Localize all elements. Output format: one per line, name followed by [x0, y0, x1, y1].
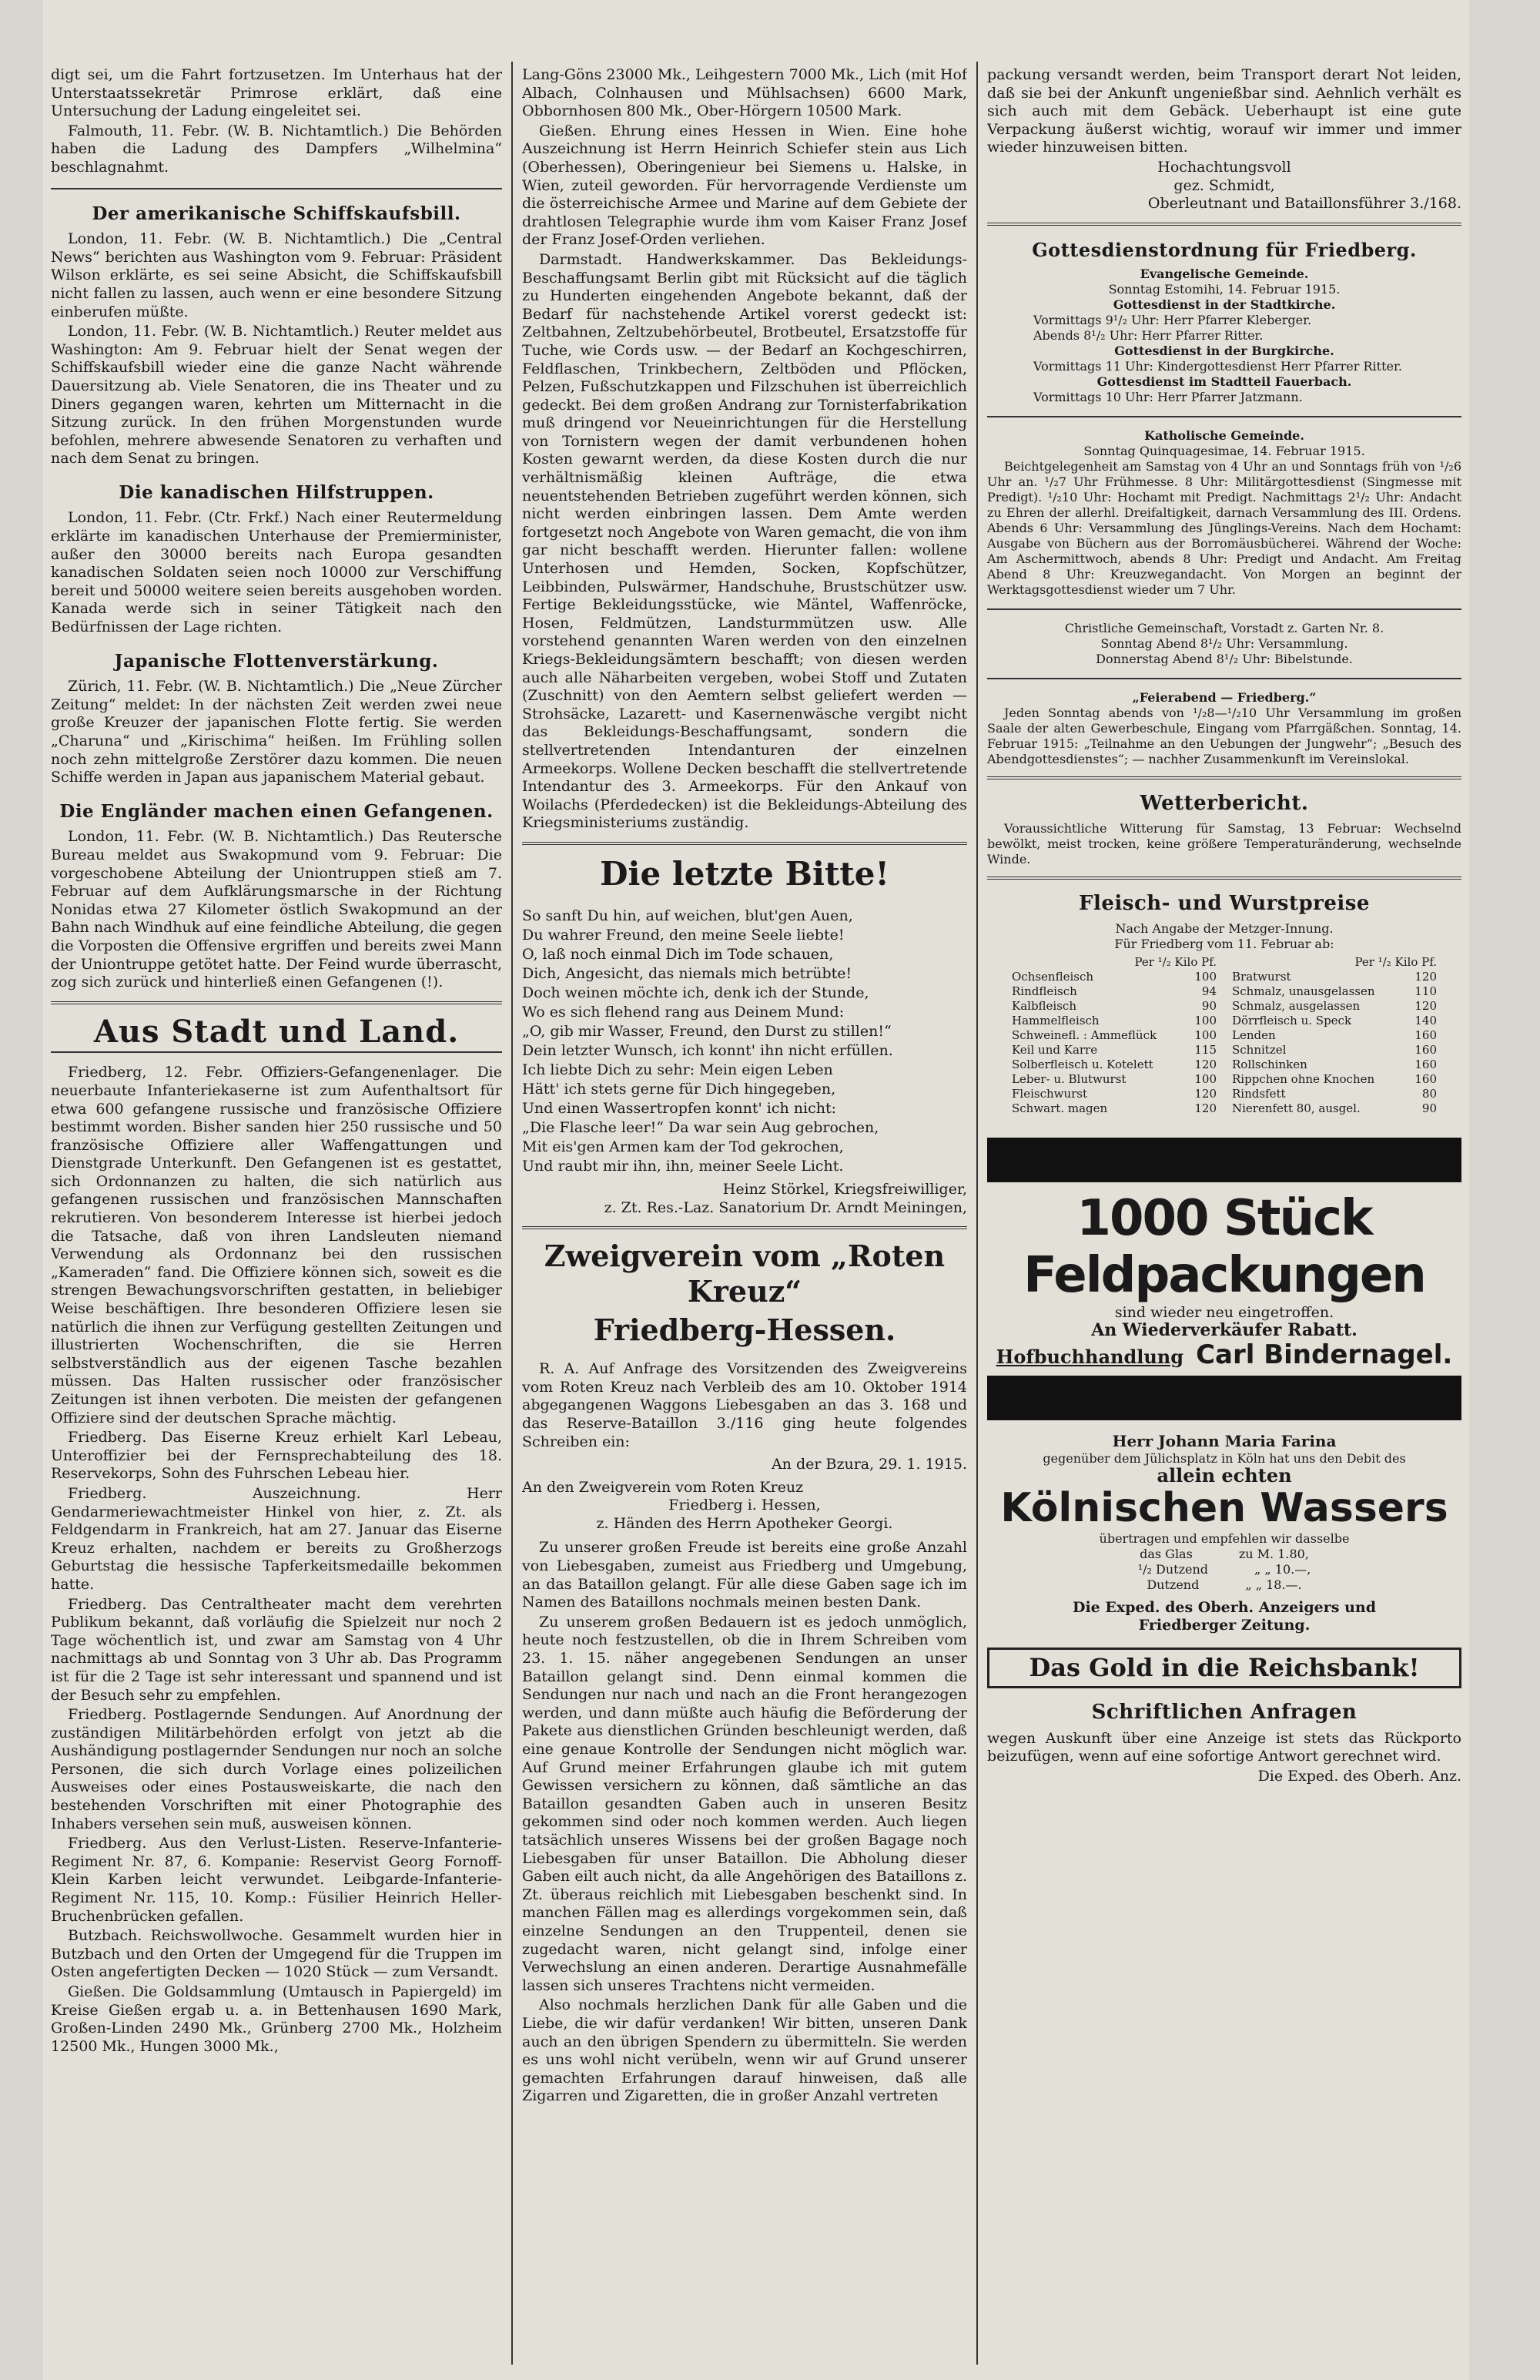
price-table-right: [1230, 955, 1438, 1116]
price-item: Dörrfleisch u. Speck: [1232, 1013, 1352, 1027]
divider: [987, 678, 1461, 679]
ev-date: Sonntag Estomihi, 14. Februar 1915.: [1108, 282, 1341, 297]
price-value: 115: [1194, 1042, 1217, 1057]
price-item: Schmalz, unausgelassen: [1232, 984, 1375, 998]
ad2-line: Friedberger Zeitung.: [1138, 1617, 1311, 1634]
heading-preise: Fleisch- und Wurstpreise: [1079, 891, 1370, 915]
price-row: [1010, 999, 1218, 1014]
price-item: Schnitzel: [1232, 1042, 1287, 1057]
ev-stadtkirche: Gottesdienst in der Stadtkirche.: [1113, 297, 1336, 313]
divider: [51, 188, 502, 189]
gold-banner: Das Gold in die Reichsbank!: [987, 1648, 1461, 1689]
ad2-line: gegenüber dem Jülichsplatz in Köln hat uns den Debit des: [1043, 1450, 1406, 1466]
letter-paragraph: packung versandt werden, beim Transport derart Not leiden, daß sie bei der Ankunft ungenießbar sind. Aehnlich verhält es sich auch mit dem Gebäck. Ueberhaupt ist eine gute Verpackung äußerst wichtig, worauf wir immer und immer wieder hinzuweisen bitten.: [987, 66, 1461, 156]
heading-flottenverstaerkung: Japanische Flottenverstärkung.: [114, 650, 439, 672]
intro-paragraph: digt sei, um die Fahrt fortzusetzen. Im Unterhaus hat der Unterstaatssekretär Primrose erklärt, daß eine Untersuchung der Ladung eingeleitet sei.: [51, 66, 502, 120]
price-row: [1010, 1014, 1218, 1028]
price-value: 160: [1414, 1027, 1437, 1042]
divider: [987, 877, 1461, 880]
price-row: [1230, 1058, 1438, 1072]
poem-line: Und raubt mir ihn, ihn, meiner Seele Licht.: [522, 1157, 844, 1175]
falmouth-paragraph: Falmouth, 11. Febr. (W. B. Nichtamtlich.) Die Behörden haben die Ladung des Dampfers „Wilhelmina“ beschlagnahmt.: [51, 122, 502, 176]
poem-line: Doch weinen möchte ich, denk ich der Stunde,: [522, 984, 869, 1001]
article-paragraph: Lang-Göns 23000 Mk., Leihgestern 7000 Mk., Lich (mit Hof Albach, Colnhausen und Mühlsachsen) 6600 Mark, Obbornhosen 800 Mk., Ober-Hörgern 10500 Mark.: [522, 66, 967, 120]
local-news-paragraph: Friedberg. Das Eiserne Kreuz erhielt Karl Lebeau, Unteroffizier bei der Fernsprechabteilung des 18. Reservekorps, Sohn des Fuhrschen Lebeau hier.: [51, 1429, 502, 1483]
ad-shop-name: Carl Bindernagel.: [1196, 1339, 1453, 1370]
price-value: 120: [1414, 998, 1437, 1013]
divider: [522, 842, 967, 845]
price-row: [1230, 970, 1438, 984]
price-value: 110: [1414, 984, 1437, 998]
price-head: Per ¹/₂ Kilo Pf.: [1354, 954, 1437, 969]
ad2-line: übertragen und empfehlen wir dasselbe: [1099, 1530, 1350, 1546]
ev-burgkirche: Gottesdienst in der Burgkirche.: [1114, 344, 1334, 359]
article-paragraph: London, 11. Febr. (W. B. Nichtamtlich.) Reuter meldet aus Washington: Am 9. Februar hielt der Senat wegen der Schiffskaufsbill wieder eine die ganze Nacht währende Dauersitzung ab. Viele Senatoren, die ins Theater und zu Diners gegangen waren, kehrten um Mitternacht in die Sitzung zurück. In den frühen Morgenstunden wurde befohlen, mehrere abwesende Senatoren zu verhaften und nach dem Senat zu bringen.: [51, 323, 502, 468]
letter-signature: gez. Schmidt,: [1173, 176, 1275, 194]
ev-line: Vormittags 9¹/₂ Uhr: Herr Pfarrer Kleberger.: [1033, 313, 1312, 328]
ad-black-bar: [987, 1138, 1461, 1182]
poem-line: Wo es sich flehend rang aus Deinem Mund:: [522, 1003, 845, 1021]
letter-paragraph: Zu unserem großen Bedauern ist es jedoch unmöglich, heute noch festzustellen, ob die in Ihrem Schreiben vom 23. 1. 15. näher angegebenen Sendungen an unser Bataillon gelangt sind. Denn einmal kommen die Sendungen nur nach und nach an die Front herangezogen werden, und dann müßte auch häufig die Beförderung der Pakete aus dienstlichen Gründen beschleunigt werden, daß eine genaue Kontrolle der Sendungen nicht möglich war. Auf Grund meiner Erfahrungen glaube ich mit gutem Gewissen versichern zu können, daß sämtliche an das Bataillon gesandten Gaben auch in unseren Besitz gekommen sind oder noch kommen werden. Auch liegen tatsächlich unseres Wissens bei der großen Bagage noch Liebesgaben für unser Bataillon. Die Abholung dieser Gaben eilt auch nicht, da alle Angehörigen des Bataillons z. Zt. überaus reichlich mit Liebesgaben beschenkt sind. In manchen Fällen mag es allerdings vorgekommen sein, daß einzelne Sendungen an den Truppenteil, denen sie zugedacht waren, nicht gelangt sind, infolge einer Verwechslung an einen anderen. Derartige Ausnahmefälle lassen sich unseres Trachtens nicht vermeiden.: [522, 1613, 967, 1994]
price-row: [1230, 1014, 1438, 1028]
price-value: 120: [1194, 1057, 1217, 1071]
newspaper-page: [43, 0, 1469, 2380]
price-row: [1010, 984, 1218, 999]
article-paragraph: Darmstadt. Handwerkskammer. Das Bekleidungs-Beschaffungsamt Berlin gibt mit Rücksicht auf die täglich zu Hunderten eingehenden Angebote bekannt, daß der Bedarf für nachstehende Artikel vorerst gedeckt ist: Zeltbahnen, Zeltzubehörbeutel, Brotbeutel, Ersatzstoffe für Tuche, wie Cords usw. — der Bedarf an Kochgeschirren, Feldflaschen, Trinkbechern, Zeltböden und Pflöcken, Pelzen, Fußschutzkappen und Filzschuhen ist überreichlich gedeckt. Bei dem großen Andrang zur Tornisterfabrikation muß dringend vor Neueinrichtungen für die Herstellung von Tornistern wegen der damit verbundenen hohen Kosten gewarnt werden, da diese Kosten durch die nur verhältnismäßig kleinen Aufträge, die etwa neuentstehenden Betrieben zugeführt werden können, sich nicht werden einbringen lassen. Dem Amte werden fortgesetzt noch Angebote von Waren gemacht, die von ihm gar nicht beschafft werden. Hierunter fallen: wollene Unterhosen und Hemden, Socken, Kopfschützer, Leibbinden, Pulswärmer, Handschuhe, Brustschützer usw. Fertige Bekleidungsstücke, wie Mäntel, Waffenröcke, Hosen, Feldmützen, Landsturmmützen usw. Alle vorstehend genannten Waren werden von den einzelnen Kriegs-Bekleidungsämtern beschafft; von diesen werden auch alle Näharbeiten vergeben, wobei Stoff und Zutaten (Zuschnitt) von den Aemtern selbst geliefert werden — Strohsäcke, Lazarett- und Kasernenwäsche vergibt nicht das Bekleidungs-Beschaffungsamt, sondern die stellvertretenden Intendanturen der einzelnen Armeekorps. Wollene Decken beschafft die stellvertretende Intendantur des 3. Armeekorps. Für den Ankauf von Woilachs (Pferdedecken) ist die Bekleidungs-Abteilung des Kriegsministeriums zuständig.: [522, 250, 967, 832]
ad2-line: Herr Johann Maria Farina: [1112, 1432, 1337, 1451]
local-news-paragraph: Friedberg, 12. Febr. Offiziers-Gefangenenlager. Die neuerbaute Infanteriekaserne ist zum Aufenthaltsort für etwa 600 gefangene russische und französische Offiziere bestimmt worden. Bisher sanden hier 250 russische und 50 französische Offiziere aller Waffengattungen und Dienstgrade Unterkunft. Den Gefangenen ist es gestattet, sich Ordonnanzen zu halten, die sich natürlich aus gefangenen russischen und französischen Mannschaften rekrutieren. Von besonderem Interesse ist hierbei jedoch die Tatsache, daß von ihren Landsleuten niemand Verwendung als Ordonnanz bei den russischen „Kameraden“ fand. Die Offiziere können sich, soweit es die strengen Bewachungsvorschriften gestatten, in beliebiger Weise beschäftigen. Ihre besonderen Offiziere lesen sie natürlich die ihnen zur Verfügung gestellten Zeitungen und illustrierten Wochenschriften, die sie Herren selbstverständlich aus der eigenen Tasche bezahlen müssen. Das Halten russischer oder französischer Zeitungen ist ihnen verboten. Die meisten der gefangenen Offiziere sind der deutschen Sprache mächtig.: [51, 1064, 502, 1426]
divider: [522, 1226, 967, 1229]
poem-line: „Die Flasche leer!“ Da war sein Aug gebrochen,: [522, 1118, 879, 1136]
ad2-title: Kölnischen Wassers: [1000, 1484, 1448, 1531]
price-value: 160: [1414, 1042, 1437, 1057]
letter-address-1: An den Zweigverein vom Roten Kreuz: [522, 1478, 804, 1496]
local-news-paragraph: Friedberg. Aus den Verlust-Listen. Reserve-Infanterie-Regiment Nr. 87, 6. Kompanie: Reservist Georg Fornoff-Klein Karben leicht verwundet. Leibgarde-Infanterie-Regiment Nr. 115, 10. Komp.: Füsilier Heinrich Heller-Bruchenbrücken gefallen.: [51, 1835, 502, 1925]
price-item: Hammelfleisch: [1012, 1013, 1100, 1027]
price-value: 80: [1421, 1086, 1437, 1101]
heading-wetterbericht: Wetterbericht.: [1140, 792, 1309, 816]
price-value: 120: [1194, 1086, 1217, 1101]
price-row: [1010, 1028, 1218, 1043]
christ-title: Christliche Gemeinschaft, Vorstadt z. Garten Nr. 8.: [1064, 621, 1384, 636]
column-1: [51, 66, 502, 2369]
poem-line: Ich liebte Dich zu sehr: Mein eigen Leben: [522, 1061, 833, 1078]
local-news-paragraph: Butzbach. Reichswollwoche. Gesammelt wurden hier in Butzbach und den Orten der Umgegend für die Truppen im Osten angefertigten Decken — 1020 Stück — zum Versandt.: [51, 1927, 502, 1981]
schrift-text: wegen Auskunft über eine Anzeige ist stets das Rückporto beizufügen, wenn auf eine sofortige Antwort gerechnet wird.: [987, 1729, 1461, 1765]
ad-line: sind wieder neu eingetroffen.: [1114, 1303, 1334, 1321]
kath-date: Sonntag Quinquagesimae, 14. Februar 1915.: [1083, 444, 1365, 459]
poem-line: Hätt' ich stets gerne für Dich hingegeben,: [522, 1080, 836, 1098]
price-row: [1010, 1072, 1218, 1087]
price-row: [1230, 1101, 1438, 1116]
local-news-paragraph: Friedberg. Das Centraltheater macht dem verehrten Publikum bekannt, daß vorläufig die Spielzeit nur noch 2 Tage wöchentlich ist, und zwar am Samstag von 4 Uhr nachmittags ab und Sonntag von 3 Uhr ab. Das Programm ist für die 2 Tage ist sehr interessant und spannend und ist der Besuch sehr zu empfehlen.: [51, 1595, 502, 1704]
price-value: 90: [1421, 1101, 1437, 1115]
price-value: 140: [1414, 1013, 1437, 1027]
divider: [987, 223, 1461, 226]
wetter-text: Voraussichtliche Witterung für Samstag, 13 Februar: Wechselnd bewölkt, meist trocken, keine größere Temperaturänderung, wechselnde Winde.: [987, 820, 1461, 867]
letter-address-2: Friedberg i. Hessen,: [668, 1497, 821, 1514]
price-item: Ochsenfleisch: [1012, 969, 1094, 984]
heading-gefangenen: Die Engländer machen einen Gefangenen.: [59, 800, 494, 822]
kath-text: Beichtgelegenheit am Samstag von 4 Uhr an und Sonntags früh von ¹/₂6 Uhr an. ¹/₂7 Uhr Frühmesse. 8 Uhr: Militärgottesdienst (Singmesse mit Predigt). ¹/₂10 Uhr: Hochamt mit Predigt. Nachmittags 2¹/₂ Uhr: Andacht zu Ehren der allerhl. Dreifaltigkeit, darnach Versammlung des III. Ordens. Abends 6 Uhr: Versammlung des Jünglings-Vereins. Nach dem Hochamt: Ausgabe von Büchern aus der Borromäusbücherei. Während der Woche: Am Aschermittwoch, abends 8 Uhr: Predigt und Andacht. Am Freitag Abend 8 Uhr: Kreuzwegandacht. Von Morgen an beginnt der Werktagsgottesdienst wieder um 7 Uhr.: [987, 459, 1461, 598]
ad2-price: Dutzend „ „ 18.—.: [1147, 1577, 1302, 1592]
poem-line: „O, gib mir Wasser, Freund, den Durst zu stillen!“: [522, 1022, 892, 1040]
price-row: [1230, 1043, 1438, 1058]
ad-line: An Wiederverkäufer Rabatt.: [1091, 1320, 1358, 1341]
price-row: [1230, 1072, 1438, 1087]
price-tables: [1010, 955, 1438, 1116]
article-paragraph: London, 11. Febr. (Ctr. Frkf.) Nach einer Reutermeldung erklärte im kanadischen Unterhause der Premierminister, außer den 30000 bereits nach Europa gesandten kanadischen Soldaten seien noch 10000 zur Verschiffung bereit und 50000 weitere seien bereits ausgehoben worden. Kanada werde sich in seiner Tätigkeit nach den Bedürfnissen der Lage richten.: [51, 509, 502, 636]
red-cross-subtitle: Friedberg-Hessen.: [593, 1312, 896, 1348]
christ-line: Sonntag Abend 8¹/₂ Uhr: Versammlung.: [1100, 636, 1348, 652]
poem-author: Heinz Störkel, Kriegsfreiwilliger,: [722, 1180, 967, 1198]
poem-line: O, laß noch einmal Dich im Tode schauen,: [522, 945, 834, 963]
price-table-left: [1010, 955, 1218, 1116]
price-row: [1010, 1043, 1218, 1058]
price-item: Leber- u. Blutwurst: [1012, 1071, 1127, 1086]
ad-shop-type: Hofbuchhandlung: [996, 1345, 1184, 1368]
price-row: [1010, 1101, 1218, 1116]
kath-title: Katholische Gemeinde.: [1144, 428, 1304, 444]
price-item: Solberfleisch u. Kotelett: [1012, 1057, 1153, 1071]
price-item: Rippchen ohne Knochen: [1232, 1071, 1375, 1086]
price-item: Bratwurst: [1232, 969, 1291, 984]
price-row: [1010, 970, 1218, 984]
price-head: Per ¹/₂ Kilo Pf.: [1134, 954, 1217, 969]
ev-line: Vormittags 11 Uhr: Kindergottesdienst Herr Pfarrer Ritter.: [1033, 359, 1402, 374]
price-item: Rindsfett: [1232, 1086, 1286, 1101]
local-news-paragraph: Friedberg. Postlagernde Sendungen. Auf Anordnung der zuständigen Militärbehörden erfolgt von jetzt ab die Aushändigung postlagernder Sendungen nur noch an solche Personen, die sich durch Vorlage eines polizeilichen Ausweises oder eines Postausweiskarte, die nach den bestehenden Vorschriften mit einer Photographie des Inhabers versehen sein muß, ausweisen können.: [51, 1706, 502, 1832]
preis-sub: Für Friedberg vom 11. Februar ab:: [1114, 936, 1334, 951]
price-item: Rollschinken: [1232, 1057, 1307, 1071]
price-item: Kalbfleisch: [1012, 998, 1076, 1013]
letter-closing: Hochachtungsvoll: [1157, 158, 1291, 176]
poem-body: [522, 907, 967, 1176]
column-3: [987, 66, 1461, 2369]
letter-address-3: z. Händen des Herrn Apotheker Georgi.: [596, 1514, 893, 1532]
price-value: 90: [1201, 998, 1217, 1013]
ev-line: Abends 8¹/₂ Uhr: Herr Pfarrer Ritter.: [1033, 328, 1264, 344]
price-item: Lenden: [1232, 1027, 1276, 1042]
ad2-line: allein echten: [1157, 1463, 1292, 1487]
ad-shop: [987, 1339, 1461, 1370]
ad-feldpackungen-title: 1000 Stück Feldpackungen: [1023, 1189, 1425, 1304]
divider: [987, 608, 1461, 610]
price-row: [1230, 984, 1438, 999]
ad2-price: ¹/₂ Dutzend „ „ 10.—,: [1137, 1561, 1311, 1577]
price-item: Schmalz, ausgelassen: [1232, 998, 1361, 1013]
letter-paragraph: Also nochmals herzlichen Dank für alle Gaben und die Liebe, die wir dafür verdanken! Wir bitten, unseren Dank auch an den übrigen Spendern zu übermitteln. Sie werden es uns wohl nicht verübeln, wenn wir auf Grund unserer gemachten Erfahrungen darauf hinweisen, daß alle Zigarren und Zigaretten, die in großer Anzahl vertreten: [522, 1996, 967, 2105]
feierabend-text: Jeden Sonntag abends von ¹/₂8—¹/₂10 Uhr Versammlung im großen Saale der alten Gewerbeschule, Eingang vom Pfarrgäßchen. Sonntag, 14. Februar 1915: „Teilnahme an den Uebungen der Jungwehr“; „Besuch des Abendgottesdienstes“; — nachher Zusammenkunft im Vereinslokal.: [987, 706, 1461, 767]
divider: [987, 776, 1461, 779]
price-item: Schwart. magen: [1012, 1101, 1108, 1115]
schrift-sign: Die Exped. des Oberh. Anz.: [1257, 1768, 1461, 1785]
feierabend-title: „Feierabend — Friedberg.“: [1132, 690, 1317, 706]
divider: [51, 1051, 502, 1053]
ev-line: Vormittags 10 Uhr: Herr Pfarrer Jatzmann.: [1033, 390, 1303, 405]
ad-black-bar: [987, 1376, 1461, 1420]
poem-place: z. Zt. Res.-Laz. Sanatorium Dr. Arndt Meiningen,: [604, 1198, 967, 1216]
poem-line: Und einen Wassertropfen konnt' ich nicht:: [522, 1099, 836, 1117]
ad2-price: das Glas zu M. 1.80,: [1140, 1546, 1309, 1561]
letter-signature-rank: Oberleutnant und Bataillonsführer 3./168.: [1147, 195, 1461, 213]
article-paragraph: London, 11. Febr. (W. B. Nichtamtlich.) Das Reutersche Bureau meldet aus Swakopmund vom 9. Februar: Die vorgeschobene Abteilung der Uniontruppen stieß am 7. Februar auf dem Aufklärungsmarsche in der Richtung Nonidas etwa 27 Kilometer östlich Swakopmund an der Bahn nach Windhuk auf eine feindliche Abteilung, die gegen die Vorposten die Offensive ergriffen und bereits zwei Mann der Uniontruppe getötet hatte. Der Feind wurde überrascht, zog sich zurück und hinterließ einen Gefangenen (!).: [51, 828, 502, 991]
price-row: [1230, 999, 1438, 1014]
local-news-paragraph: Friedberg. Auszeichnung. Herr Gendarmeriewachtmeister Hinkel von hier, z. Zt. als Feldgendarm in Frankreich, hat am 27. Januar das Eiserne Kreuz erhalten, nachdem er bereits zu Großherzogs Geburtstag die hessische Tapferkeitsmedaille bekommen hatte.: [51, 1484, 502, 1593]
preis-sub: Nach Angabe der Metzger-Innung.: [1115, 920, 1334, 936]
divider: [987, 416, 1461, 417]
price-item: Keil und Karre: [1012, 1042, 1098, 1057]
price-item: Fleischwurst: [1012, 1086, 1088, 1101]
price-value: 100: [1194, 1013, 1217, 1027]
price-value: 160: [1414, 1057, 1437, 1071]
price-row: [1230, 1087, 1438, 1101]
price-item: Rindfleisch: [1012, 984, 1077, 998]
price-value: 100: [1194, 1071, 1217, 1086]
price-value: 100: [1194, 969, 1217, 984]
price-row: [1230, 1028, 1438, 1043]
divider: [51, 1001, 502, 1004]
ev-title: Evangelische Gemeinde.: [1140, 266, 1309, 282]
poem-line: Dein letzter Wunsch, ich konnt' ihn nicht erfüllen.: [522, 1041, 893, 1059]
price-value: 120: [1194, 1101, 1217, 1115]
price-value: 160: [1414, 1071, 1437, 1086]
price-value: 120: [1414, 969, 1437, 984]
price-row: [1010, 1058, 1218, 1072]
price-item: Nierenfett 80, ausgel.: [1232, 1101, 1361, 1115]
letter-paragraph: Zu unserer großen Freude ist bereits eine große Anzahl von Liebesgaben, zumeist aus Friedberg und Umgebung, an das Bataillon gelangt. Für alle diese Gaben sage ich im Namen des Bataillons nochmals meinen besten Dank.: [522, 1539, 967, 1611]
heading-hilfstruppen: Die kanadischen Hilfstruppen.: [119, 481, 434, 503]
heading-schriftlich: Schriftlichen Anfragen: [1091, 1701, 1358, 1725]
heading-gottesdienst: Gottesdienstordnung für Friedberg.: [1032, 238, 1417, 261]
ad2-line: Die Exped. des Oberh. Anzeigers und: [1072, 1598, 1377, 1616]
article-paragraph: London, 11. Febr. (W. B. Nichtamtlich.) Die „Central News“ berichten aus Washington vom 9. Februar: Präsident Wilson erklärte, es sei seine Absicht, die Schiffskaufsbill nicht fallen zu lassen, auch wenn er eine besondere Sitzung einberufen müßte.: [51, 230, 502, 320]
column-2: [522, 66, 967, 2369]
column-rule-1: [511, 62, 513, 2365]
article-paragraph: Zürich, 11. Febr. (W. B. Nichtamtlich.) Die „Neue Zürcher Zeitung“ meldet: In der nächsten Zeit werden zwei neue große Kreuzer der japanischen Flotte fertig. Sie werden „Charuna“ und „Kirischima“ heißen. Im Frühling sollen noch zehn mittelgroße Zerstörer dazu kommen. Die neuen Schiffe werden in Japan aus japanischem Material gebaut.: [51, 678, 502, 786]
article-paragraph: Gießen. Ehrung eines Hessen in Wien. Eine hohe Auszeichnung ist Herrn Heinrich Schiefer stein aus Lich (Oberhessen), Oberingenieur bei Siemens u. Halske, in Wien, zuteil geworden. Für hervorragende Verdienste um die österreichische Armee und Marine auf dem Gebiete der drahtlosen Telegraphie wurde ihm vom Kaiser Franz Josef der Franz Josef-Orden verliehen.: [522, 122, 967, 249]
price-value: 100: [1194, 1027, 1217, 1042]
price-item: Schweinefl. : Ammeflück: [1012, 1027, 1157, 1042]
letter-paragraph: R. A. Auf Anfrage des Vorsitzenden des Zweigvereins vom Roten Kreuz nach Verbleib des am 10. Oktober 1914 abgegangenen Waggons Liebesgaben an das 3. 168 und das Reserve-Bataillon 3./116 ging heute folgendes Schreiben ein:: [522, 1360, 967, 1450]
letter-date: An der Bzura, 29. 1. 1915.: [771, 1456, 967, 1473]
heading-schiffskaufsbill: Der amerikanische Schiffskaufsbill.: [92, 203, 461, 224]
poem-line: Du wahrer Freund, den meine Seele liebte!: [522, 926, 845, 944]
poem-title: Die letzte Bitte!: [600, 854, 889, 893]
poem-line: Dich, Angesicht, das niemals mich betrübte!: [522, 964, 852, 982]
price-value: 94: [1201, 984, 1217, 998]
heading-stadt-und-land: Aus Stadt und Land.: [93, 1013, 460, 1050]
red-cross-title: Zweigverein vom „Roten Kreuz“: [544, 1239, 946, 1309]
ev-fauerbach: Gottesdienst im Stadtteil Fauerbach.: [1096, 374, 1352, 390]
poem-line: So sanft Du hin, auf weichen, blut'gen Auen,: [522, 907, 853, 924]
local-news-paragraph: Gießen. Die Goldsammlung (Umtausch in Papiergeld) im Kreise Gießen ergab u. a. in Bettenhausen 1690 Mark, Großen-Linden 2490 Mk., Grünberg 2700 Mk., Holzheim 12500 Mk., Hungen 3000 Mk.,: [51, 1983, 502, 2055]
christ-line: Donnerstag Abend 8¹/₂ Uhr: Bibelstunde.: [1096, 652, 1353, 667]
price-row: [1010, 1087, 1218, 1101]
poem-line: Mit eis'gen Armen kam der Tod gekrochen,: [522, 1138, 844, 1155]
column-rule-2: [976, 62, 978, 2365]
